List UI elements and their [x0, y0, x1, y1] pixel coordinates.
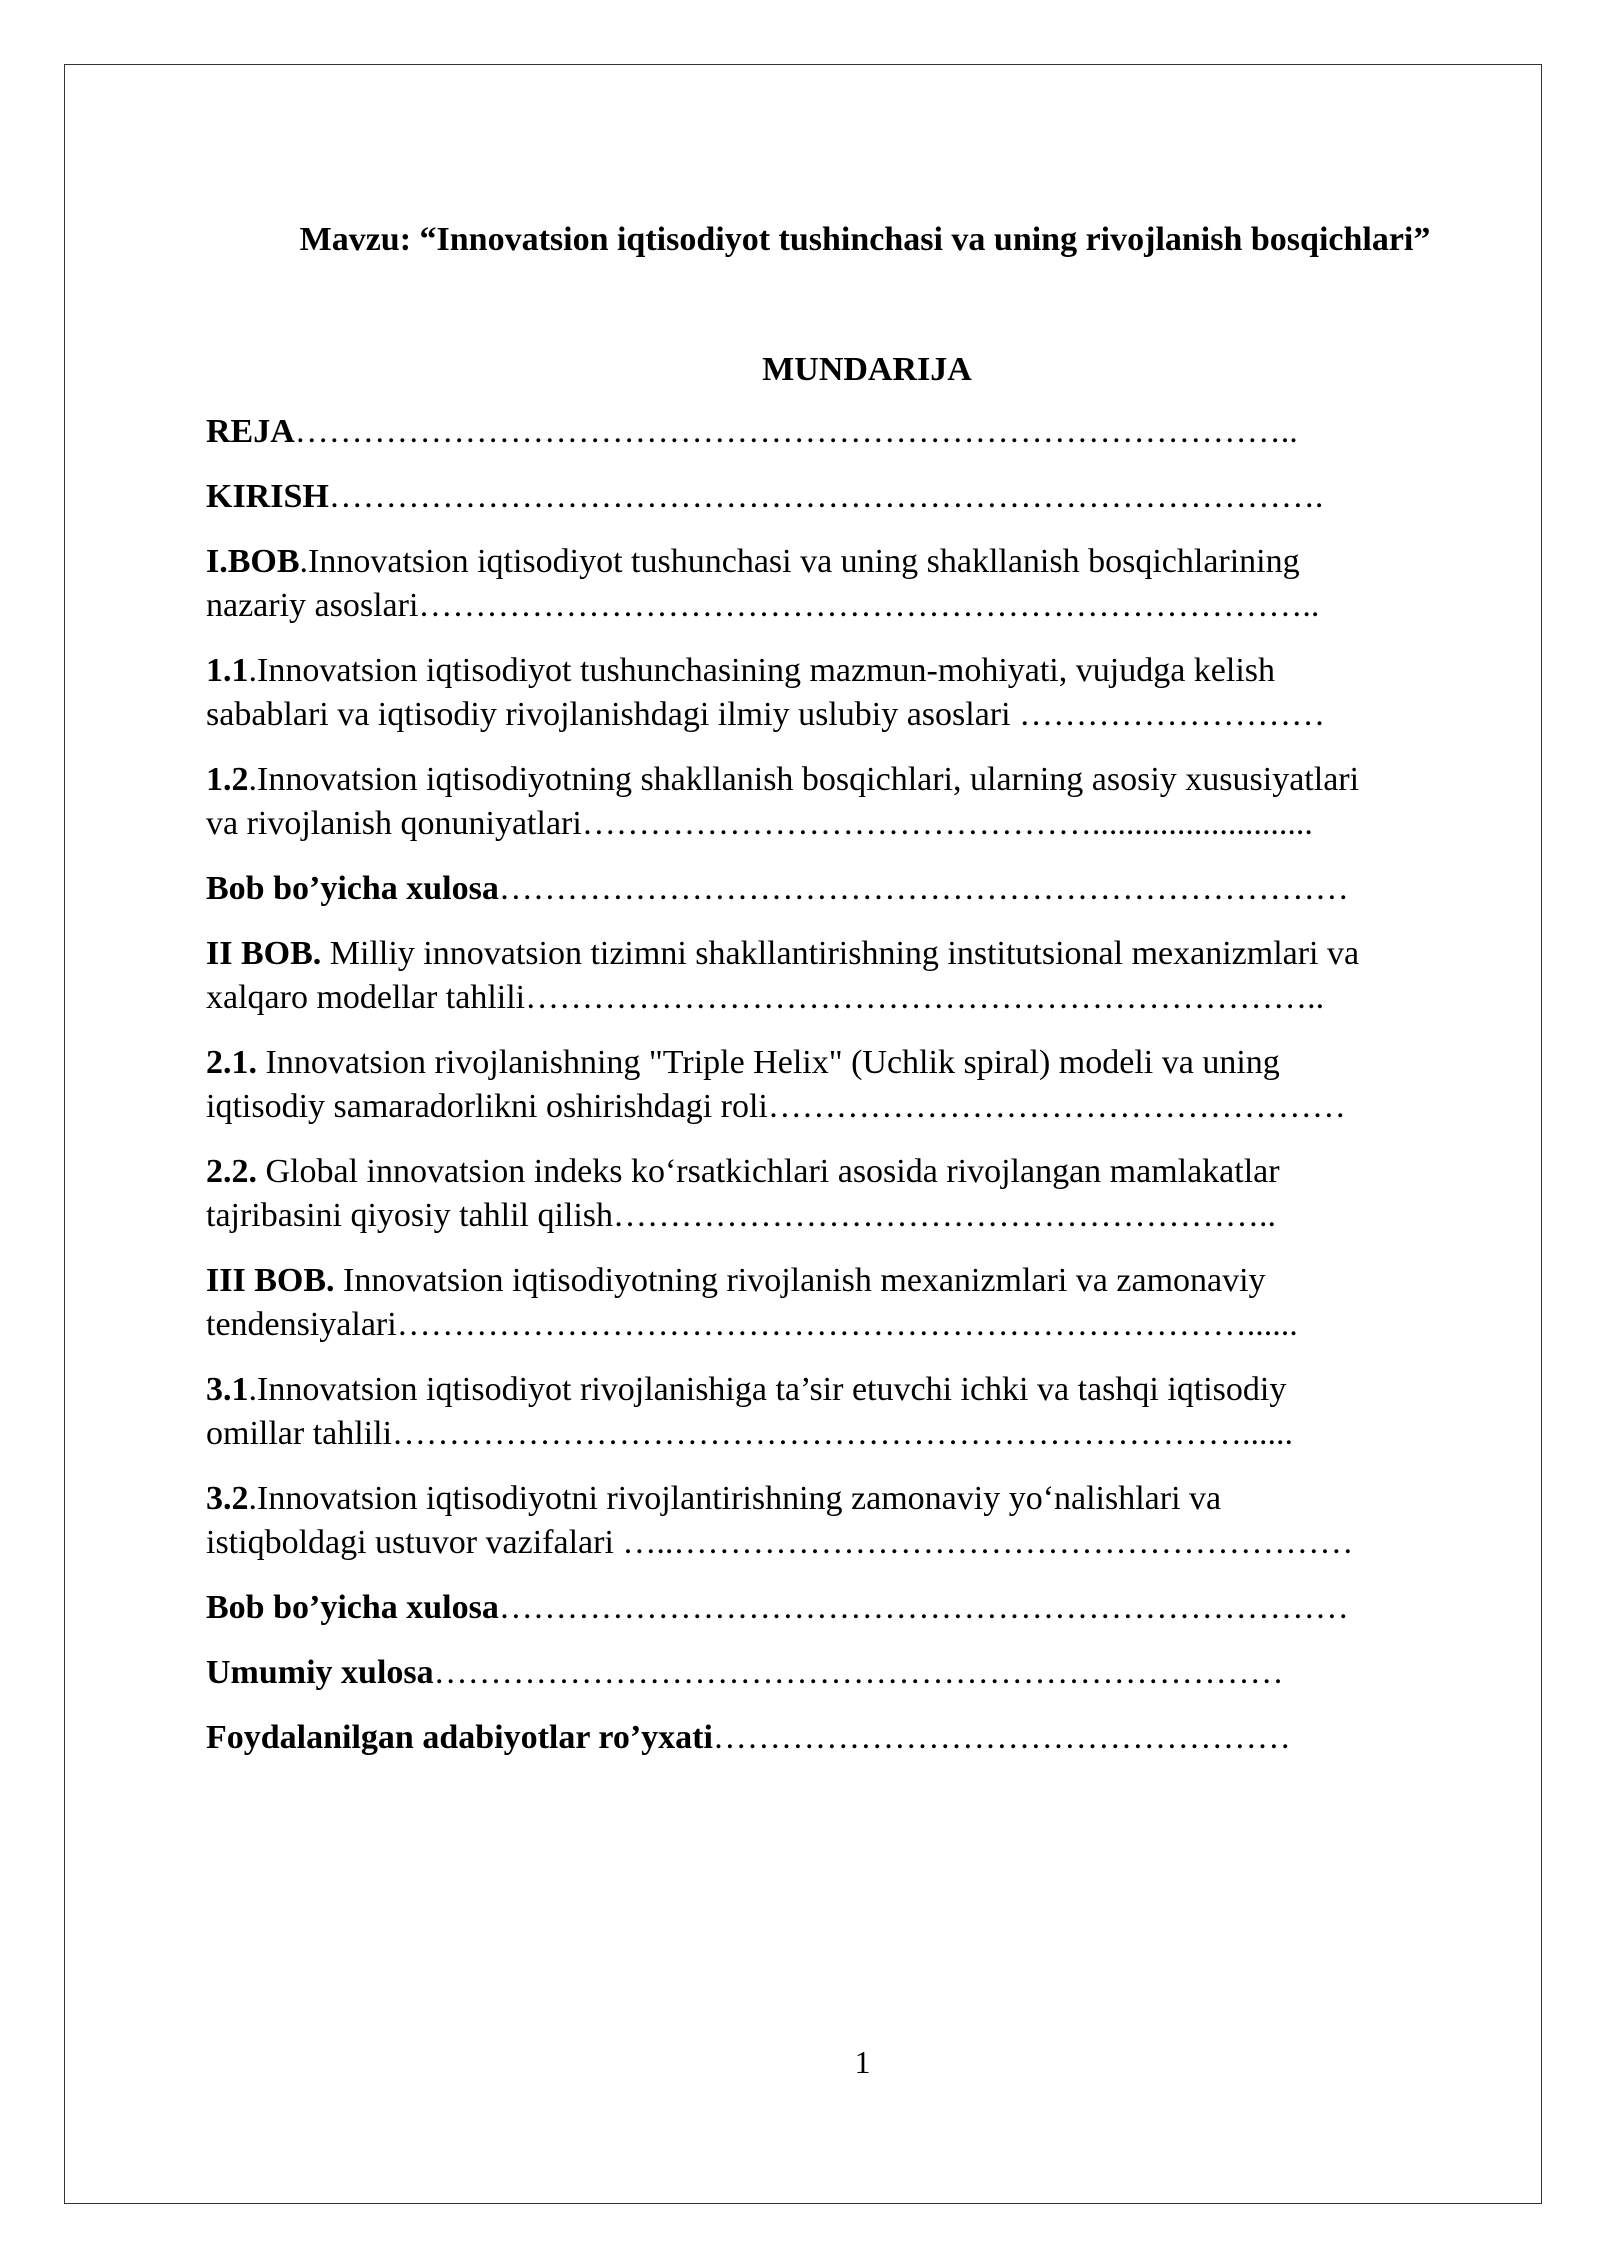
toc-entry-number: REJA — [206, 413, 295, 450]
toc-entry-number: Foydalanilgan adabiyotlar ro’yxati — [206, 1719, 713, 1756]
toc-entry-title: Global innovatsion indeks ko‘rsatkichlari asosida rivojlangan mamlakatlar tajribasini qiyosiy tahlil qilish — [206, 1153, 1280, 1234]
toc-entry-title: Milliy innovatsion tizimni shakllantirishning institutsional mexanizmlari va xalqaro modellar tahlili — [206, 935, 1360, 1016]
toc-entry-leader: ……………………………………….......................... — [581, 805, 1313, 842]
toc-entry — [206, 1586, 1506, 1630]
table-of-contents — [206, 410, 1506, 1781]
toc-entry — [206, 1716, 1506, 1760]
toc-entry — [206, 1651, 1506, 1695]
toc-entry-title: .Innovatsion iqtisodiyotning shakllanish bosqichlari, ularning asosiy xususiyatlari va rivojlanish qonuniyatlari — [206, 761, 1360, 842]
toc-entry — [206, 867, 1506, 911]
toc-entry — [206, 1259, 1506, 1347]
toc-entry — [206, 1477, 1506, 1565]
toc-entry-leader: …………………………………………………………….. — [525, 979, 1325, 1016]
toc-heading: MUNDARIJA — [762, 351, 972, 388]
toc-entry-title: Innovatsion iqtisodiyotning rivojlanish mexanizmlari va zamonaviy tendensiyalari — [206, 1262, 1266, 1343]
toc-entry-leader: ……………………… — [1019, 696, 1326, 733]
toc-entry-leader: …..…………………………………………………… — [622, 1524, 1354, 1561]
toc-entry-number: Umumiy xulosa — [206, 1654, 434, 1691]
toc-entry-number: KIRISH — [206, 478, 329, 515]
page-number: 1 — [854, 2044, 871, 2080]
toc-entry — [206, 475, 1506, 519]
toc-entry-leader: ………………………………………………………………… — [433, 1654, 1284, 1691]
toc-entry-title: Innovatsion rivojlanishning "Triple Helix" (Uchlik spiral) modeli va uning iqtisodiy samaradorlikni oshirishdagi roli — [206, 1044, 1280, 1125]
toc-entry-number: Bob bo’yicha xulosa — [206, 870, 499, 907]
toc-entry — [206, 649, 1506, 737]
toc-entry-leader: …………………………………………… — [712, 1719, 1291, 1756]
toc-entry-number: 2.2. — [206, 1153, 257, 1190]
toc-entry-number: 1.1 — [206, 652, 249, 689]
toc-entry — [206, 1368, 1506, 1456]
toc-entry-number: Bob bo’yicha xulosa — [206, 1589, 499, 1626]
toc-entry — [206, 758, 1506, 846]
toc-entry — [206, 410, 1506, 454]
toc-entry-number: III BOB. — [206, 1262, 335, 1299]
toc-entry — [206, 540, 1506, 628]
toc-entry-number: 3.1 — [206, 1371, 249, 1408]
toc-entry-title: .Innovatsion iqtisodiyot rivojlanishiga ta’sir etuvchi ichki va tashqi iqtisodiy omillar tahlili — [206, 1371, 1287, 1452]
toc-entry-leader: …………………………………………………………………………….. — [294, 413, 1298, 450]
toc-entry-title: .Innovatsion iqtisodiyot tushunchasining mazmun-mohiyati, vujudga kelish sabablari va iqtisodiy rivojlanishdagi ilmiy uslubiy asoslari — [206, 652, 1276, 733]
toc-entry-leader: …………………………………………………………………….. — [418, 587, 1320, 624]
toc-entry-leader: ……………………………………………………………………………. — [328, 478, 1324, 515]
toc-entry-number: II BOB. — [206, 935, 322, 972]
toc-entry-leader: …………………………………………… — [767, 1088, 1346, 1125]
toc-entry-title: .Innovatsion iqtisodiyot tushunchasi va uning shakllanish bosqichlarining nazariy asoslari — [206, 543, 1300, 624]
toc-entry-number: 1.2 — [206, 761, 249, 798]
toc-entry-number: I.BOB — [206, 543, 300, 580]
document-topic: Mavzu: “Innovatsion iqtisodiyot tushinchasi va uning rivojlanish bosqichlari” — [299, 221, 1431, 258]
toc-entry-leader: ………………………………………………………………… — [498, 870, 1349, 907]
toc-entry-leader: ………………………………………………………………… — [498, 1589, 1349, 1626]
toc-entry — [206, 1041, 1506, 1129]
toc-entry — [206, 1150, 1506, 1238]
toc-entry-leader: …………………………………………………………………...... — [396, 1306, 1298, 1343]
toc-entry — [206, 932, 1506, 1020]
toc-entry-leader: …………………………………………………………………...... — [392, 1415, 1294, 1452]
toc-entry-title: .Innovatsion iqtisodiyotni rivojlantirishning zamonaviy yo‘nalishlari va istiqboldagi ustuvor vazifalari — [206, 1480, 1222, 1561]
toc-entry-leader: ………………………………………………….. — [613, 1197, 1277, 1234]
toc-entry-number: 3.2 — [206, 1480, 249, 1517]
toc-entry-number: 2.1. — [206, 1044, 257, 1081]
